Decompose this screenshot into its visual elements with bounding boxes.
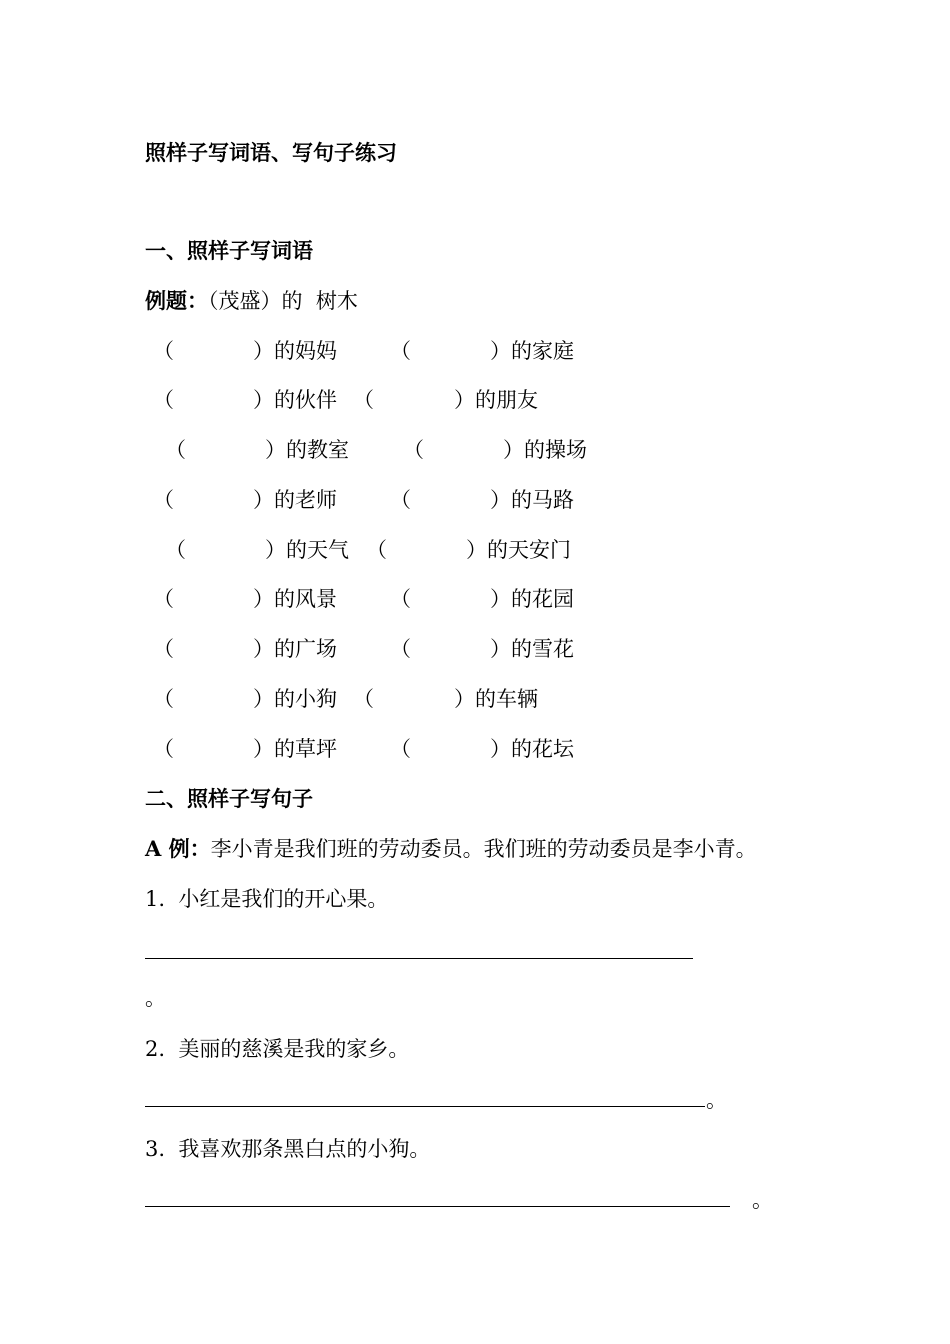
- answer-end-mark: 。: [145, 986, 166, 1010]
- blank-phrase: ）的风景: [253, 587, 337, 611]
- answer-line-1[interactable]: [145, 958, 693, 959]
- question-text: 我喜欢那条黑白点的小狗。: [178, 1137, 431, 1161]
- blank-open: （: [390, 339, 411, 363]
- section1-heading: 一、照样子写词语: [145, 238, 313, 263]
- blank-open: （: [153, 339, 174, 363]
- word-pair-row: [145, 736, 795, 764]
- blank-phrase: ）的马路: [490, 488, 574, 512]
- blank-phrase: ）的花园: [490, 587, 574, 611]
- blank-phrase: ）的雪花: [490, 637, 574, 661]
- page-title: 照样子写词语、写句子练习: [145, 140, 397, 165]
- word-pair-row: [145, 686, 795, 714]
- blank-open: （: [165, 538, 186, 562]
- blank-open: （: [390, 488, 411, 512]
- section1-example: [145, 288, 358, 314]
- blank-phrase: ）的小狗: [253, 687, 337, 711]
- blank-phrase: ）的家庭: [490, 339, 574, 363]
- blank-phrase: ）的广场: [253, 637, 337, 661]
- blank-open: （: [353, 687, 374, 711]
- blank-phrase: ）的老师: [253, 488, 337, 512]
- blank-open: （: [165, 438, 186, 462]
- question-number: 3.: [145, 1137, 166, 1161]
- blank-phrase: ）的妈妈: [253, 339, 337, 363]
- blank-phrase: ）的教室: [265, 438, 349, 462]
- blank-phrase: ）的天气: [265, 538, 349, 562]
- question-text: 美丽的慈溪是我的家乡。: [178, 1037, 410, 1061]
- blank-open: （: [153, 687, 174, 711]
- blank-open: （: [390, 737, 411, 761]
- blank-open: （: [153, 637, 174, 661]
- blank-phrase: ）的天安门: [466, 538, 571, 562]
- example-text: （茂盛）的 树木: [208, 289, 358, 313]
- blank-open: （: [153, 737, 174, 761]
- section2-heading: 二、照样子写句子: [145, 786, 313, 811]
- blank-open: （: [153, 388, 174, 412]
- word-pair-row: [145, 586, 795, 614]
- question-1: [145, 886, 388, 912]
- question-text: 小红是我们的开心果。: [178, 887, 389, 911]
- word-pair-row: [145, 487, 795, 515]
- blank-open: （: [366, 538, 387, 562]
- blank-open: （: [390, 637, 411, 661]
- blank-open: （: [390, 587, 411, 611]
- word-pair-row: [145, 437, 795, 465]
- blank-phrase: ）的朋友: [454, 388, 538, 412]
- word-pair-row: [145, 338, 795, 366]
- answer-line-3[interactable]: [145, 1206, 730, 1207]
- question-number: 1.: [145, 887, 166, 911]
- blank-open: （: [353, 388, 374, 412]
- blank-phrase: ）的操场: [503, 438, 587, 462]
- blank-open: （: [403, 438, 424, 462]
- section2-example: [145, 836, 757, 862]
- word-pair-row: [145, 387, 795, 415]
- question-3: [145, 1136, 430, 1162]
- blank-phrase: ）的伙伴: [253, 388, 337, 412]
- example-label: 例题：: [145, 288, 208, 313]
- blank-phrase: ）的草坪: [253, 737, 337, 761]
- example-text: 李小青是我们班的劳动委员。我们班的劳动委员是李小青。: [210, 837, 757, 861]
- answer-end-mark: 。: [706, 1088, 727, 1112]
- blank-open: （: [153, 587, 174, 611]
- answer-end-mark: 。: [752, 1188, 773, 1212]
- blank-open: （: [153, 488, 174, 512]
- question-2: [145, 1036, 409, 1062]
- example-label: A 例：: [145, 836, 211, 861]
- question-number: 2.: [145, 1037, 166, 1061]
- blank-phrase: ）的花坛: [490, 737, 574, 761]
- word-pair-row: [145, 537, 795, 565]
- answer-line-2[interactable]: [145, 1106, 705, 1107]
- word-pair-row: [145, 636, 795, 664]
- blank-phrase: ）的车辆: [454, 687, 538, 711]
